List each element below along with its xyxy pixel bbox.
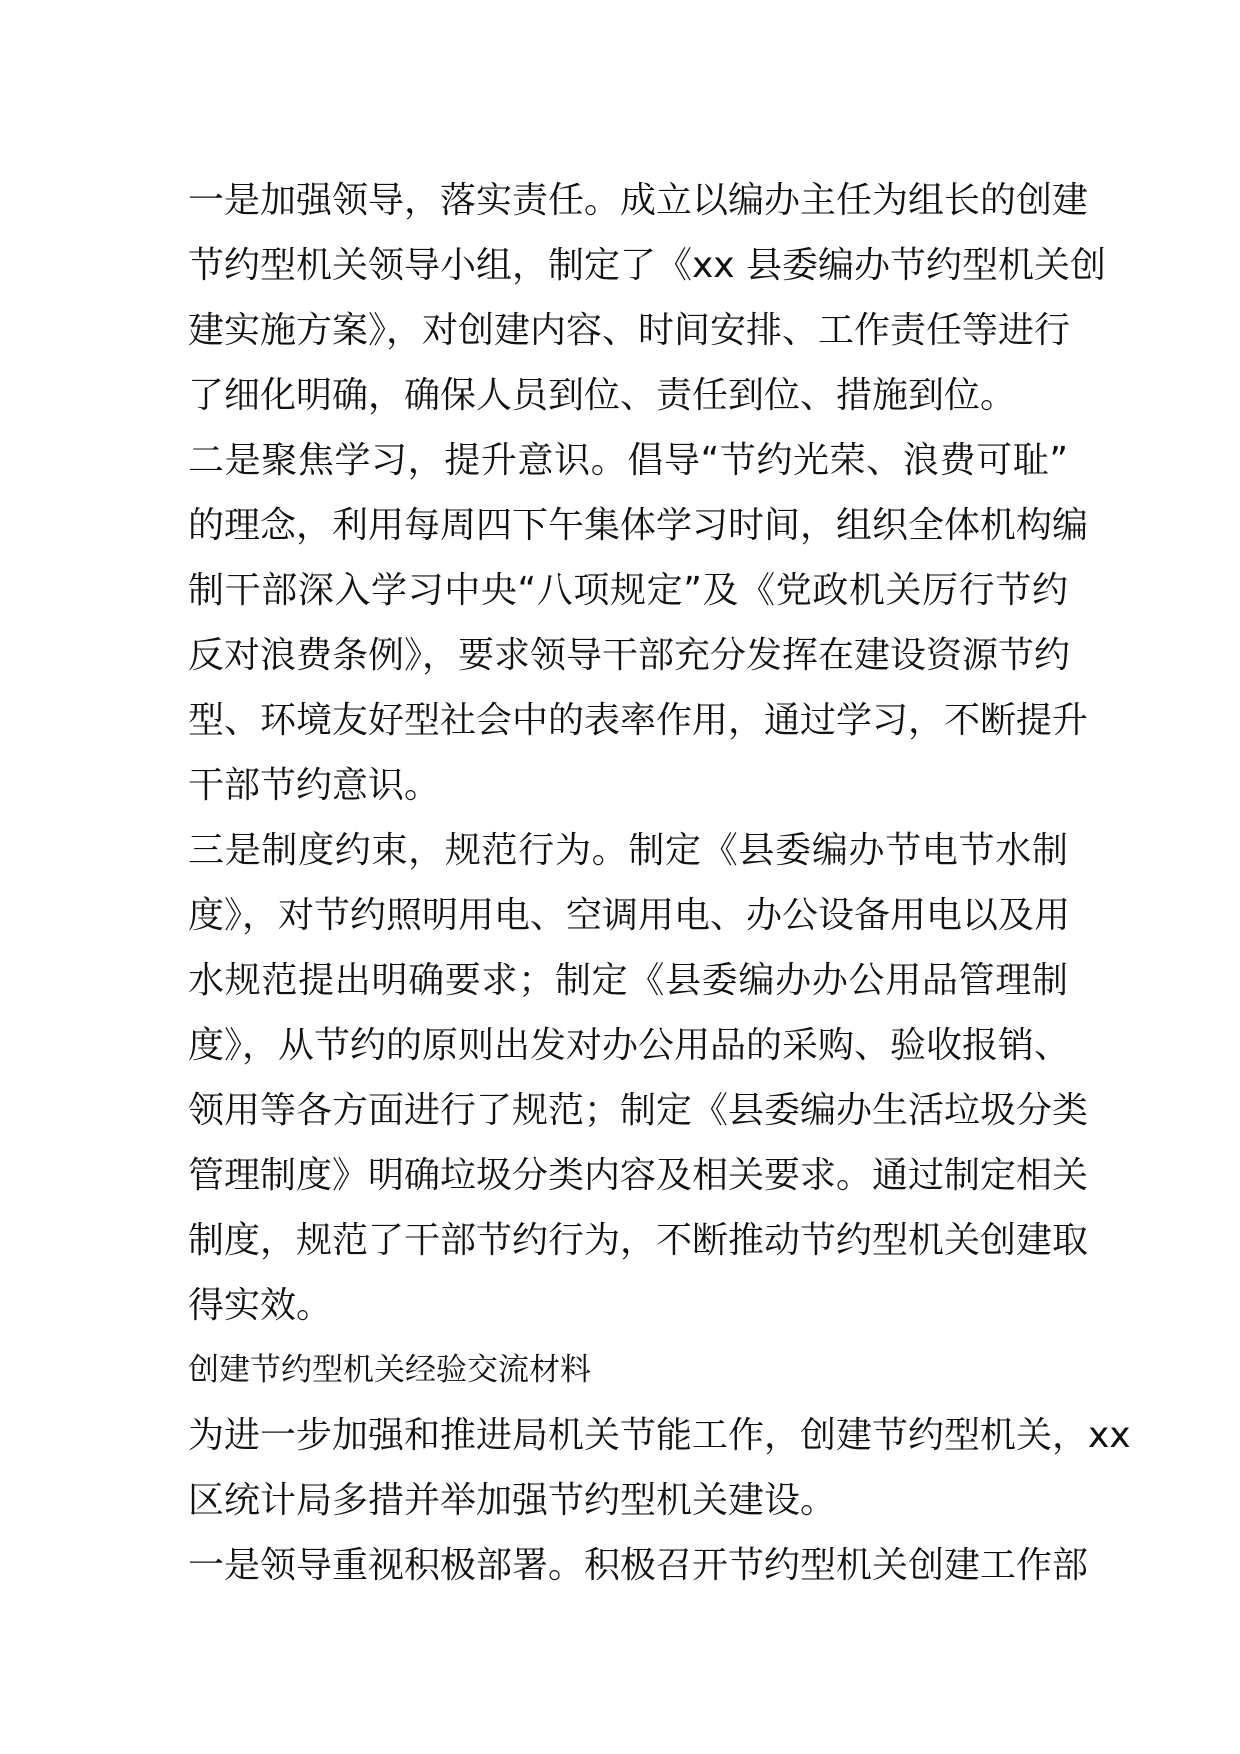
text-line: 反对浪费条例》，要求领导干部充分发挥在建设资源节约	[188, 635, 1071, 676]
text-line: 一是加强领导，落实责任。成立以编办主任为组长的创建	[188, 180, 1089, 221]
text-line: 干部节约意识。	[188, 765, 441, 806]
text-line: 水规范提出明确要求；制定《县委编办办公用品管理制	[188, 960, 1068, 1001]
text-line: 二是聚焦学习，提升意识。倡导“节约光荣、浪费可耻”	[188, 440, 1068, 481]
text-line: 三是制度约束，规范行为。制定《县委编办节电节水制	[188, 830, 1068, 871]
text-line: 度》，从节约的原则出发对办公用品的采购、验收报销、	[188, 1025, 1071, 1066]
text-line: 领用等各方面进行了规范；制定《县委编办生活垃圾分类	[188, 1090, 1089, 1131]
text-line: 管理制度》明确垃圾分类内容及相关要求。通过制定相关	[188, 1155, 1089, 1196]
text-line: 型、环境友好型社会中的表率作用，通过学习，不断提升	[188, 700, 1089, 741]
text-line: 制干部深入学习中央“八项规定”及《党政机关厉行节约	[188, 570, 1068, 611]
text-line: 制度，规范了干部节约行为，不断推动节约型机关创建取	[188, 1220, 1089, 1261]
text-line: 得实效。	[188, 1285, 333, 1326]
section-title: 创建节约型机关经验交流材料	[188, 1352, 591, 1388]
text-line: 建实施方案》，对创建内容、时间安排、工作责任等进行	[188, 310, 1071, 351]
document-body	[188, 168, 1131, 1598]
text-line: 一是领导重视积极部署。积极召开节约型机关创建工作部	[188, 1545, 1089, 1586]
text-line: 区统计局多措并举加强节约型机关建设。	[188, 1480, 837, 1521]
text-line: 了细化明确，确保人员到位、责任到位、措施到位。	[188, 375, 1017, 416]
text-line: 节约型机关领导小组，制定了《xx 县委编办节约型机关创	[188, 245, 1107, 286]
text-line: 度》，对节约照明用电、空调用电、办公设备用电以及用	[188, 895, 1071, 936]
text-line: 为进一步加强和推进局机关节能工作，创建节约型机关，xx	[188, 1415, 1131, 1456]
text-line: 的理念，利用每周四下午集体学习时间，组织全体机构编	[188, 505, 1089, 546]
